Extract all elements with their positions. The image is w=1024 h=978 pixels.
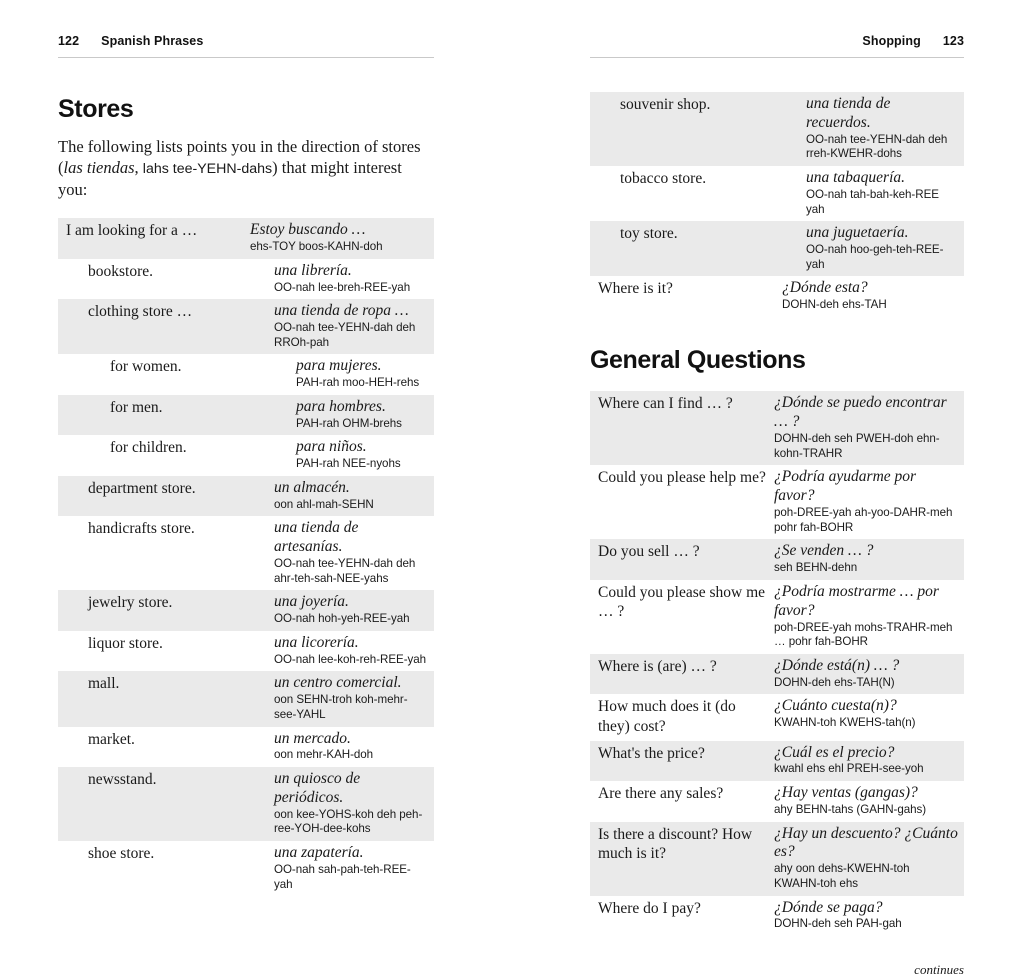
phrase-pronunciation: DOHN-deh ehs-TAH(N)	[774, 675, 895, 689]
phrase-pronunciation: OO-nah tee-YEHN-dah deh RROh-pah	[274, 321, 416, 349]
phrase-english: for women.	[110, 358, 182, 376]
phrase-english: Where can I find … ?	[598, 395, 733, 413]
phrase-spanish: un almacén.	[274, 478, 350, 496]
phrase-english: clothing store …	[88, 303, 193, 321]
table-row	[590, 465, 964, 539]
phrase-pronunciation: DOHN-deh seh PAH-gah	[774, 917, 902, 931]
table-row	[590, 580, 964, 654]
table-row	[590, 896, 964, 937]
phrase-spanish-cell	[774, 744, 964, 778]
phrase-english: Is there a discount? How much is it?	[598, 825, 753, 863]
phrase-spanish: una tienda de artesanías.	[274, 519, 359, 556]
phrase-english: Where do I pay?	[598, 899, 701, 917]
table-row	[58, 590, 434, 631]
phrase-spanish-cell	[250, 221, 434, 255]
table-row	[58, 218, 434, 259]
phrase-english: bookstore.	[88, 262, 154, 280]
intro-italic-term: las tiendas	[63, 158, 135, 178]
phrase-english: Where is (are) … ?	[598, 657, 717, 675]
phrase-spanish: ¿Cuánto cuesta(n)?	[774, 697, 897, 715]
phrase-spanish-cell	[774, 825, 964, 892]
phrase-pronunciation: kwahl ehs ehl PREH-see-yoh	[774, 762, 924, 776]
table-row	[590, 166, 964, 221]
phrase-english: toy store.	[620, 225, 678, 243]
running-title-right: Shopping	[862, 34, 921, 48]
phrase-english: Could you please help me?	[598, 469, 766, 487]
table-row	[590, 781, 964, 822]
phrase-spanish: un mercado.	[274, 729, 351, 747]
table-row	[58, 435, 434, 476]
phrase-english: What's the price?	[598, 744, 705, 762]
phrase-spanish-cell	[250, 634, 434, 668]
phrase-pronunciation: OO-nah tah-bah-keh-REE yah	[806, 187, 939, 216]
phrase-spanish: una zapatería.	[274, 844, 364, 861]
phrase-spanish: una juguetaería.	[806, 224, 909, 242]
table-row	[58, 395, 434, 436]
phrase-spanish-cell	[782, 169, 964, 217]
phrase-spanish: para niños.	[296, 438, 367, 456]
phrase-english: shoe store.	[88, 845, 155, 862]
heading-general-questions: General Questions	[590, 345, 806, 374]
phrase-spanish-cell	[782, 224, 964, 272]
phrase-english: market.	[88, 730, 135, 748]
table-row	[58, 259, 434, 300]
phrase-spanish-cell	[782, 95, 964, 162]
table-row	[590, 92, 964, 166]
table-row	[58, 476, 434, 517]
phrase-table-stores-continued	[590, 92, 964, 317]
phrase-pronunciation: ahy BEHN-tahs (GAHN-gahs)	[774, 802, 927, 816]
phrase-spanish-cell	[250, 357, 434, 391]
phrase-pronunciation: OO-nah hoo-geh-teh-REE-yah	[806, 243, 944, 271]
phrase-spanish-cell	[250, 519, 434, 586]
table-row	[58, 767, 434, 841]
phrase-pronunciation: OO-nah hoh-yeh-REE-yah	[274, 612, 410, 626]
continues-note: continues	[914, 962, 964, 978]
phrase-spanish: una librería.	[274, 261, 352, 279]
phrase-spanish-cell	[250, 844, 434, 892]
phrase-pronunciation: OO-nah tee-YEHN-dah deh rreh-KWEHR-dohs	[806, 132, 948, 161]
table-row	[58, 727, 434, 768]
phrase-pronunciation: DOHN-deh seh PWEH-doh ehn-kohn-TRAHR	[774, 432, 940, 460]
phrase-spanish-cell	[250, 479, 434, 513]
phrase-spanish: ¿Hay ventas (gangas)?	[774, 784, 918, 802]
phrase-pronunciation: DOHN-deh ehs-TAH	[782, 298, 887, 312]
phrase-pronunciation: PAH-rah moo-HEH-rehs	[296, 376, 420, 390]
phrase-spanish: una tienda de ropa …	[274, 302, 409, 320]
table-row	[590, 276, 964, 317]
phrase-pronunciation: PAH-rah OHM-brehs	[296, 416, 402, 430]
heading-stores: Stores	[58, 95, 134, 123]
phrase-spanish: para mujeres.	[296, 357, 382, 375]
phrase-pronunciation: OO-nah lee-koh-reh-REE-yah	[274, 652, 427, 666]
phrase-english: handicrafts store.	[88, 520, 195, 538]
table-row	[58, 631, 434, 672]
phrase-english: jewelry store.	[88, 594, 173, 612]
phrase-spanish-cell	[774, 697, 964, 731]
phrase-english: liquor store.	[88, 634, 163, 652]
phrase-spanish: ¿Dónde está(n) … ?	[774, 656, 900, 674]
phrase-spanish-cell	[250, 770, 434, 837]
phrase-spanish: una tabaquería.	[806, 169, 906, 186]
phrase-spanish: ¿Dónde se paga?	[774, 898, 883, 916]
phrase-spanish: un quiosco de periódicos.	[274, 770, 361, 806]
intro-part3: ) that might interest you:	[58, 158, 402, 200]
phrase-english: newsstand.	[88, 771, 157, 788]
phrase-spanish: una tienda de recuerdos.	[806, 95, 891, 131]
phrase-spanish-cell	[250, 674, 434, 722]
phrase-table-general-questions	[590, 391, 964, 936]
phrase-spanish-cell	[774, 394, 964, 461]
phrase-spanish: Estoy buscando …	[250, 221, 366, 239]
phrase-spanish: una joyería.	[274, 593, 349, 611]
table-row	[590, 539, 964, 580]
phrase-spanish: ¿Se venden … ?	[774, 542, 874, 560]
phrase-english: I am looking for a …	[66, 222, 198, 240]
phrase-spanish-cell	[250, 593, 434, 627]
phrase-spanish-cell	[250, 262, 434, 296]
phrase-english: Are there any sales?	[598, 785, 724, 803]
table-row	[590, 694, 964, 740]
phrase-spanish: ¿Podría mostrarme … por favor?	[774, 582, 939, 619]
table-row	[58, 516, 434, 590]
phrase-spanish-cell	[774, 657, 964, 691]
phrase-spanish-cell	[250, 730, 434, 764]
phrase-pronunciation: oon kee-YOHS-koh deh peh-ree-YOH-dee-kohs	[274, 807, 423, 836]
phrase-spanish-cell	[774, 468, 964, 535]
phrase-spanish: ¿Cuál es el precio?	[774, 743, 895, 761]
page-left	[0, 0, 512, 889]
table-row	[58, 671, 434, 726]
table-row	[58, 841, 434, 896]
phrase-spanish: una licorería.	[274, 633, 359, 651]
phrase-spanish: ¿Dónde esta?	[782, 279, 868, 297]
phrase-spanish: ¿Dónde se puedo encontrar … ?	[774, 394, 947, 431]
phrase-pronunciation: ahy oon dehs-KWEHN-toh KWAHN-toh ehs	[774, 862, 910, 890]
phrase-pronunciation: PAH-rah NEE-nyohs	[296, 457, 401, 471]
phrase-english: tobacco store.	[620, 170, 707, 187]
running-head-left	[58, 34, 434, 51]
table-row	[590, 391, 964, 465]
phrase-spanish-cell	[782, 279, 964, 313]
phrase-english: Could you please show me … ?	[598, 583, 766, 621]
phrase-pronunciation: OO-nah lee-breh-REE-yah	[274, 280, 411, 294]
phrase-spanish-cell	[250, 398, 434, 432]
phrase-spanish-cell	[774, 583, 964, 650]
intro-part2: ,	[134, 158, 143, 178]
phrase-pronunciation: seh BEHN-dehn	[774, 561, 858, 575]
phrase-spanish: ¿Podría ayudarme por favor?	[774, 468, 917, 505]
running-title-left: Spanish Phrases	[101, 34, 204, 48]
table-row	[590, 741, 964, 782]
page-number-right: 123	[942, 34, 964, 48]
page-right	[512, 0, 1024, 978]
phrase-pronunciation: poh-DREE-yah mohs-TRAHR-meh … pohr fah-BOHR	[774, 620, 953, 649]
intro-paragraph-stores	[58, 136, 434, 202]
phrase-english: for children.	[110, 439, 187, 457]
phrase-spanish-cell	[250, 302, 434, 350]
phrase-english: mall.	[88, 675, 120, 693]
intro-part1: The following lists points you in the direction of stores (	[58, 136, 421, 178]
table-row	[58, 299, 434, 354]
phrase-spanish: para hombres.	[296, 397, 386, 415]
header-rule-left	[58, 57, 434, 58]
table-row	[58, 354, 434, 395]
phrase-english: for men.	[110, 398, 163, 416]
intro-phonetic: lahs tee-YEHN-dahs	[142, 161, 273, 178]
phrase-pronunciation: poh-DREE-yah ah-yoo-DAHR-meh pohr fah-BOHR	[774, 506, 953, 534]
phrase-pronunciation: ehs-TOY boos-KAHN-doh	[250, 240, 383, 254]
phrase-pronunciation: oon ahl-mah-SEHN	[274, 497, 374, 511]
phrase-english: department store.	[88, 479, 196, 497]
page-number-left: 122	[58, 34, 80, 48]
phrase-pronunciation: OO-nah sah-pah-teh-REE-yah	[274, 862, 411, 891]
phrase-pronunciation: oon SEHN-troh koh-mehr-see-YAHL	[274, 693, 408, 721]
header-rule-right	[590, 57, 964, 58]
phrase-spanish: un centro comercial.	[274, 674, 402, 692]
phrase-english: Where is it?	[598, 280, 673, 298]
phrase-spanish: ¿Hay un descuento? ¿Cuánto es?	[774, 824, 958, 861]
phrase-pronunciation: oon mehr-KAH-doh	[274, 748, 374, 762]
phrase-english: Do you sell … ?	[598, 543, 700, 561]
table-row	[590, 822, 964, 896]
phrase-spanish-cell	[774, 784, 964, 818]
phrase-english: souvenir shop.	[620, 96, 711, 113]
running-head-right	[590, 34, 964, 51]
phrase-spanish-cell	[250, 438, 434, 472]
table-row	[590, 221, 964, 276]
phrase-pronunciation: OO-nah tee-YEHN-dah deh ahr-teh-sah-NEE-yahs	[274, 557, 416, 585]
phrase-pronunciation: KWAHN-toh KWEHS-tah(n)	[774, 716, 916, 730]
phrase-spanish-cell	[774, 542, 964, 576]
phrase-english: How much does it (do they) cost?	[598, 698, 736, 735]
table-row	[590, 654, 964, 695]
phrase-spanish-cell	[774, 899, 964, 933]
phrase-table-stores	[58, 218, 434, 896]
